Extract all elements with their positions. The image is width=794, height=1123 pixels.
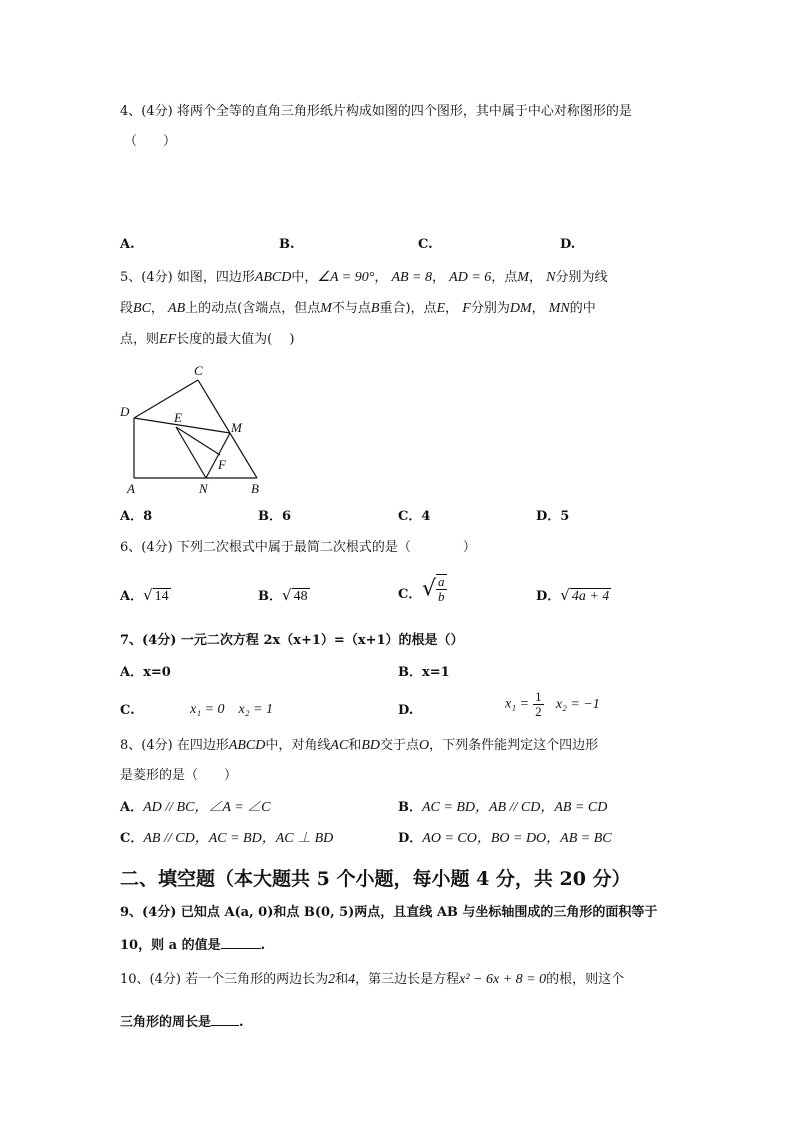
q5-math-m: M bbox=[517, 270, 529, 285]
label-c: C bbox=[194, 363, 203, 378]
q8-option-b-label: B． bbox=[398, 800, 422, 815]
q6-c-fraction bbox=[436, 574, 447, 604]
q10-math-4: 4 bbox=[348, 972, 356, 987]
q10-text: 的根，则这个 bbox=[546, 972, 625, 987]
section-heading: 二、填空题（本大题共 5 个小题，每小题 4 分，共 20 分） bbox=[120, 868, 631, 890]
q10-text: 10、(4分) 若一个三角形的两边长为 bbox=[120, 972, 329, 987]
q5-stem-line2: 段BC， AB上的动点(含端点，但点M不与点B重合)，点E， F分别为DM， MN的中 bbox=[120, 301, 596, 316]
q5-text: ，点 bbox=[491, 270, 518, 285]
segment-ef bbox=[176, 427, 220, 455]
answer-blank bbox=[221, 935, 261, 949]
q8-math-bd: BD bbox=[361, 738, 380, 753]
q9-text-end: . bbox=[260, 938, 266, 953]
q8-option-d-math: AO = CO，BO = DO，AB = BC bbox=[422, 831, 612, 846]
q6-option-d bbox=[536, 586, 611, 606]
q6-c-denominator: b bbox=[438, 589, 445, 604]
q4-option-d: D. bbox=[560, 237, 576, 252]
q6-a-radicand: 14 bbox=[154, 589, 169, 604]
q10-stem-line2 bbox=[120, 1012, 244, 1032]
q8-option-a-math: AD // BC，∠A = ∠C bbox=[143, 800, 271, 815]
q7-stem: 7、(4分) 一元二次方程 2x（x+1）=（x+1）的根是（） bbox=[120, 633, 464, 648]
q7-option-b: B．x=1 bbox=[398, 665, 450, 680]
q7-option-d-math bbox=[505, 690, 600, 719]
q5-option-d: D．5 bbox=[536, 509, 570, 524]
q5-text: 点，则 bbox=[120, 332, 160, 347]
q6-d-radicand: 4a + 4 bbox=[571, 589, 610, 604]
q5-text: 上的动点(含端点，但点 bbox=[185, 301, 321, 316]
q6-option-c bbox=[398, 586, 421, 604]
q7-d-x1: x₁ = bbox=[505, 696, 530, 712]
q10-text-end: . bbox=[239, 1015, 244, 1030]
q10-text: 三角形的周长是 bbox=[120, 1015, 212, 1030]
q8-stem-line2: 是菱形的是（ ） bbox=[120, 768, 238, 783]
q7-option-a: A．x=0 bbox=[120, 665, 171, 680]
q5-math-e: E bbox=[436, 301, 446, 316]
q5-text: 中， bbox=[291, 270, 318, 285]
q4-option-b: B. bbox=[279, 237, 295, 252]
q7-d-x2: x₂ = −1 bbox=[555, 696, 600, 712]
q6-option-a-label: A． bbox=[120, 589, 144, 604]
q8-math-ac: AC bbox=[330, 738, 349, 753]
q5-text: 的中 bbox=[569, 301, 596, 316]
q5-math-m2: M bbox=[320, 301, 332, 316]
radical-icon: √ bbox=[560, 586, 570, 604]
q8-option-a bbox=[120, 799, 271, 817]
q8-text: 8、(4分) 在四边形 bbox=[120, 738, 229, 753]
q5-math-f: F bbox=[462, 301, 471, 316]
q5-text: 分别为线 bbox=[555, 270, 608, 285]
q10-text: ，第三边长是方程 bbox=[355, 972, 460, 987]
q7-d-numerator: 1 bbox=[535, 689, 542, 704]
q7-option-d-label: D. bbox=[398, 703, 414, 718]
q5-text: 5、(4分) 如图，四边形 bbox=[120, 270, 255, 285]
q8-math-abcd: ABCD bbox=[228, 738, 266, 753]
radical-icon: √ bbox=[282, 586, 292, 604]
q8-math-o: O bbox=[419, 738, 430, 753]
q7-d-fraction bbox=[533, 690, 544, 719]
segment-dc bbox=[134, 380, 198, 418]
q5-text: 段 bbox=[120, 301, 134, 316]
q5-math-ef: EF bbox=[159, 332, 177, 347]
q8-option-c-label: C． bbox=[120, 831, 144, 846]
q10-math-2: 2 bbox=[328, 972, 336, 987]
q5-option-a: A．8 bbox=[120, 509, 153, 524]
q8-text: 中，对角线 bbox=[265, 738, 331, 753]
q8-text: 交于点 bbox=[379, 738, 419, 753]
q8-option-d-label: D． bbox=[398, 831, 423, 846]
q10-stem-line1 bbox=[120, 971, 624, 989]
q7-d-denominator: 2 bbox=[535, 704, 542, 719]
label-d: D bbox=[120, 404, 130, 419]
q5-math-ab2: AB bbox=[168, 301, 186, 316]
q9-stem-line1: 9、(4分) 已知点 A(a, 0)和点 B(0, 5)两点，且直线 AB 与坐标轴围成的三角形的面积等于 bbox=[120, 905, 658, 920]
label-n: N bbox=[199, 481, 208, 496]
q5-text: 不与点 bbox=[331, 301, 371, 316]
q6-option-d-label: D． bbox=[536, 589, 561, 604]
q10-math-equation: x² − 6x + 8 = 0 bbox=[459, 972, 547, 987]
q4-stem-line1: 4、(4分) 将两个全等的直角三角形纸片构成如图的四个图形，其中属于中心对称图形的是 bbox=[120, 104, 632, 119]
q6-stem: 6、(4分) 下列二次根式中属于最简二次根式的是（ ） bbox=[120, 540, 476, 555]
q8-stem-line1 bbox=[120, 737, 598, 755]
q5-math-ad: AD = 6 bbox=[449, 270, 492, 285]
q4-option-a: A. bbox=[120, 237, 135, 252]
q6-c-radical bbox=[422, 574, 447, 604]
q5-text: 重合)，点 bbox=[379, 301, 437, 316]
q8-option-c bbox=[120, 830, 333, 848]
label-e: E bbox=[174, 410, 182, 425]
q10-text: 和 bbox=[335, 972, 349, 987]
q9-stem-line2 bbox=[120, 935, 265, 955]
label-a: A bbox=[127, 481, 135, 496]
q5-math-mn: MN bbox=[548, 301, 570, 316]
q5-option-c: C．4 bbox=[398, 509, 431, 524]
q7-option-c-label: C. bbox=[120, 703, 135, 718]
q8-option-b bbox=[398, 799, 607, 817]
label-f: F bbox=[218, 457, 226, 472]
q8-option-a-label: A． bbox=[120, 800, 144, 815]
q6-c-numerator: a bbox=[438, 574, 445, 589]
q5-math-abcd: ABCD bbox=[254, 270, 292, 285]
radical-icon: √ bbox=[143, 586, 153, 604]
q5-geometry-figure bbox=[110, 360, 280, 500]
q5-math-n: N bbox=[546, 270, 556, 285]
q5-text: 分别为 bbox=[470, 301, 510, 316]
q6-b-radicand: 48 bbox=[293, 589, 308, 604]
q5-math-dm: DM bbox=[509, 301, 532, 316]
q8-option-c-math: AB // CD，AC = BD，AC ⊥ BD bbox=[143, 831, 334, 846]
q9-text: 10，则 a 的值是 bbox=[120, 938, 221, 953]
q4-option-c: C. bbox=[418, 237, 433, 252]
label-b: B bbox=[251, 481, 259, 496]
q8-text: ，下列条件能判定这个四边形 bbox=[429, 738, 599, 753]
q4-stem-line2: （ ） bbox=[124, 134, 177, 149]
q6-option-b bbox=[258, 586, 310, 606]
q8-option-b-math: AC = BD，AB // CD，AB = CD bbox=[422, 800, 608, 815]
answer-blank bbox=[211, 1012, 239, 1026]
q5-math-ab: AB = 8 bbox=[391, 270, 433, 285]
q5-math-b: B bbox=[370, 301, 380, 316]
q5-math-bc: BC bbox=[133, 301, 151, 316]
q5-math-angle: ∠A = 90° bbox=[317, 270, 375, 285]
q5-stem-line3 bbox=[120, 331, 294, 349]
label-m: M bbox=[231, 420, 242, 435]
q8-text: 和 bbox=[348, 738, 362, 753]
q7-option-c-math: x₁ = 0 x₂ = 1 bbox=[190, 702, 274, 717]
q5-text: 长度的最大值为( ) bbox=[176, 332, 295, 347]
q8-option-d bbox=[398, 830, 612, 848]
q5-option-b: B．6 bbox=[258, 509, 292, 524]
q6-option-c-label: C． bbox=[398, 587, 422, 602]
q5-stem-line1: 5、(4分) 如图，四边形ABCD中，∠A = 90°， AB = 8， AD = 6，点M， N分别为线 bbox=[120, 270, 608, 285]
radical-icon: √ bbox=[422, 576, 437, 602]
q6-option-a bbox=[120, 586, 171, 606]
segment-en bbox=[176, 427, 206, 478]
q6-option-b-label: B． bbox=[258, 589, 282, 604]
